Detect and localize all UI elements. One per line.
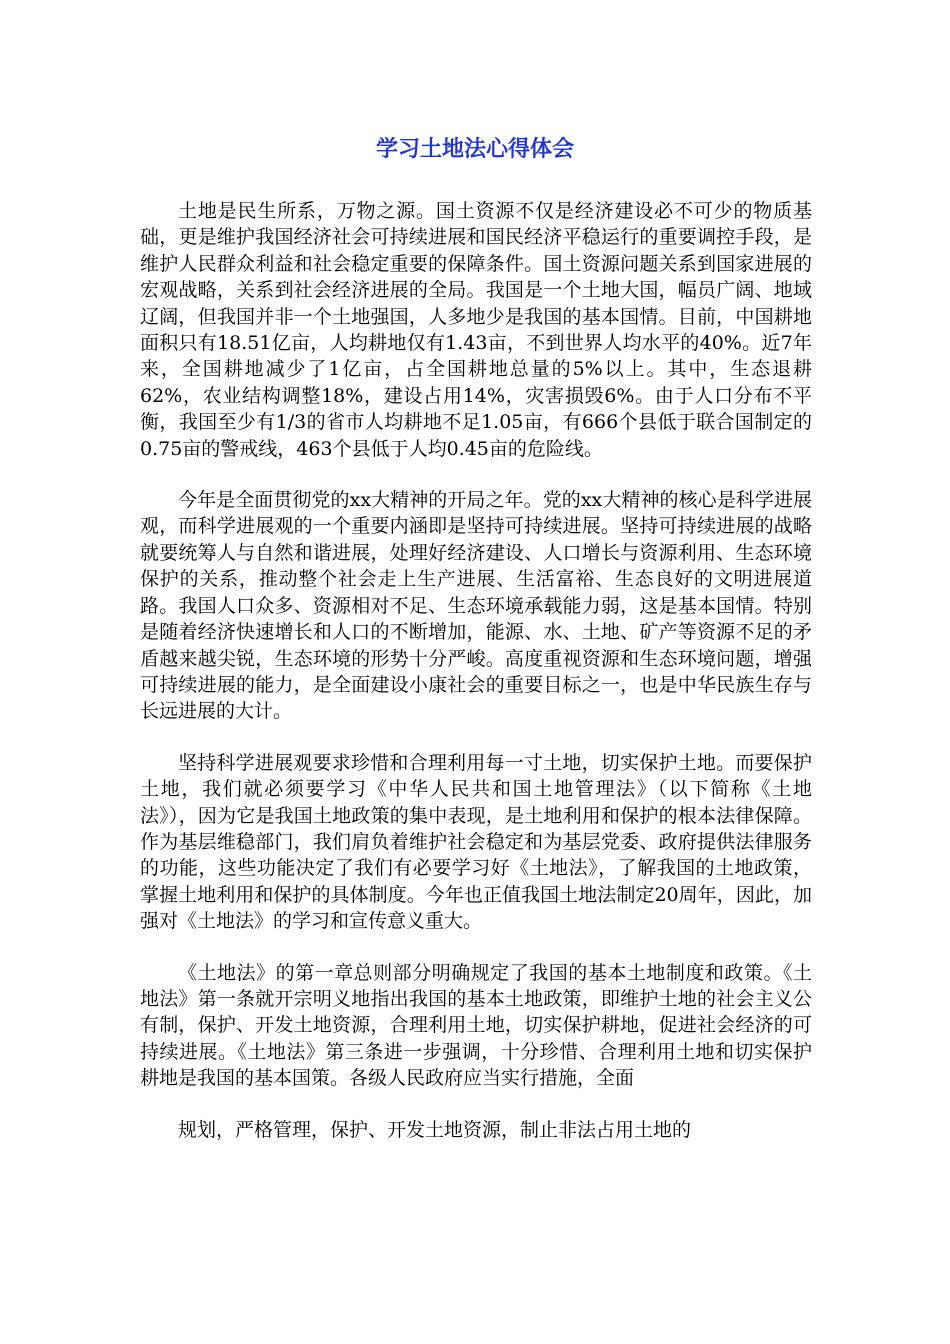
document-title: 学习土地法心得体会 [375, 137, 574, 162]
paragraph: 《土地法》的第一章总则部分明确规定了我国的基本土地制度和政策。《土地法》第一条就开宗明义地指出我国的基本土地政策，即维护土地的社会主义公有制，保护、开发土地资源，合理利用土地，切实保护耕地，促进社会经济的可持续进展。《土地法》第三条进一步强调，十分珍惜、合理利用土地和切实保护耕地是我国的基本国策。各级人民政府应当实行措施，全面 [140, 961, 812, 1090]
document-body [140, 198, 812, 1143]
paragraph: 坚持科学进展观要求珍惜和合理利用每一寸土地，切实保护土地。而要保护土地，我们就必须要学习《中华人民共和国土地管理法》（以下简称《土地法》），因为它是我国土地政策的集中表现，是土地利用和保护的根本法律保障。作为基层维稳部门，我们肩负着维护社会稳定和为基层党委、政府提供法律服务的功能，这些功能决定了我们有必要学习好《土地法》，了解我国的土地政策，掌握土地利用和保护的具体制度。今年也正值我国土地法制定20周年，因此，加强对《土地法》的学习和宣传意义重大。 [140, 751, 812, 933]
paragraph: 规划，严格管理，保护、开发土地资源，制止非法占用土地的 [178, 1118, 692, 1141]
paragraph: 土地是民生所系，万物之源。国土资源不仅是经济建设必不可少的物质基础，更是维护我国经济社会可持续进展和国民经济平稳运行的重要调控手段，是维护人民群众利益和社会稳定重要的保障条件。国土资源问题关系到国家进展的宏观战略，关系到社会经济进展的全局。我国是一个土地大国，幅员广阔、地域辽阔，但我国并非一个土地强国，人多地少是我国的基本国情。目前，中国耕地面积只有18.51亿亩，人均耕地仅有1.43亩，不到世界人均水平的40%。近7年来，全国耕地减少了1亿亩，占全国耕地总量的5%以上。其中，生态退耕62%，农业结构调整18%，建设占用14%，灾害损毁6%。由于人口分布不平衡，我国至少有1/3的省市人均耕地不足1.05亩，有666个县低于联合国制定的0.75亩的警戒线，463个县低于人均0.45亩的危险线。 [140, 200, 812, 460]
paragraph: 今年是全面贯彻党的xx大精神的开局之年。党的xx大精神的核心是科学进展观，而科学进展观的一个重要内涵即是坚持可持续进展。坚持可持续进展的战略就要统筹人与自然和谐进展，处理好经济建设、人口增长与资源利用、生态环境保护的关系，推动整个社会走上生产进展、生活富裕、生态良好的文明进展道路。我国人口众多、资源相对不足、生态环境承载能力弱，这是基本国情。特别是随着经济快速增长和人口的不断增加，能源、水、土地、矿产等资源不足的矛盾越来越尖锐，生态环境的形势十分严峻。高度重视资源和生态环境问题，增强可持续进展的能力，是全面建设小康社会的重要目标之一，也是中华民族生存与长远进展的大计。 [140, 489, 812, 723]
